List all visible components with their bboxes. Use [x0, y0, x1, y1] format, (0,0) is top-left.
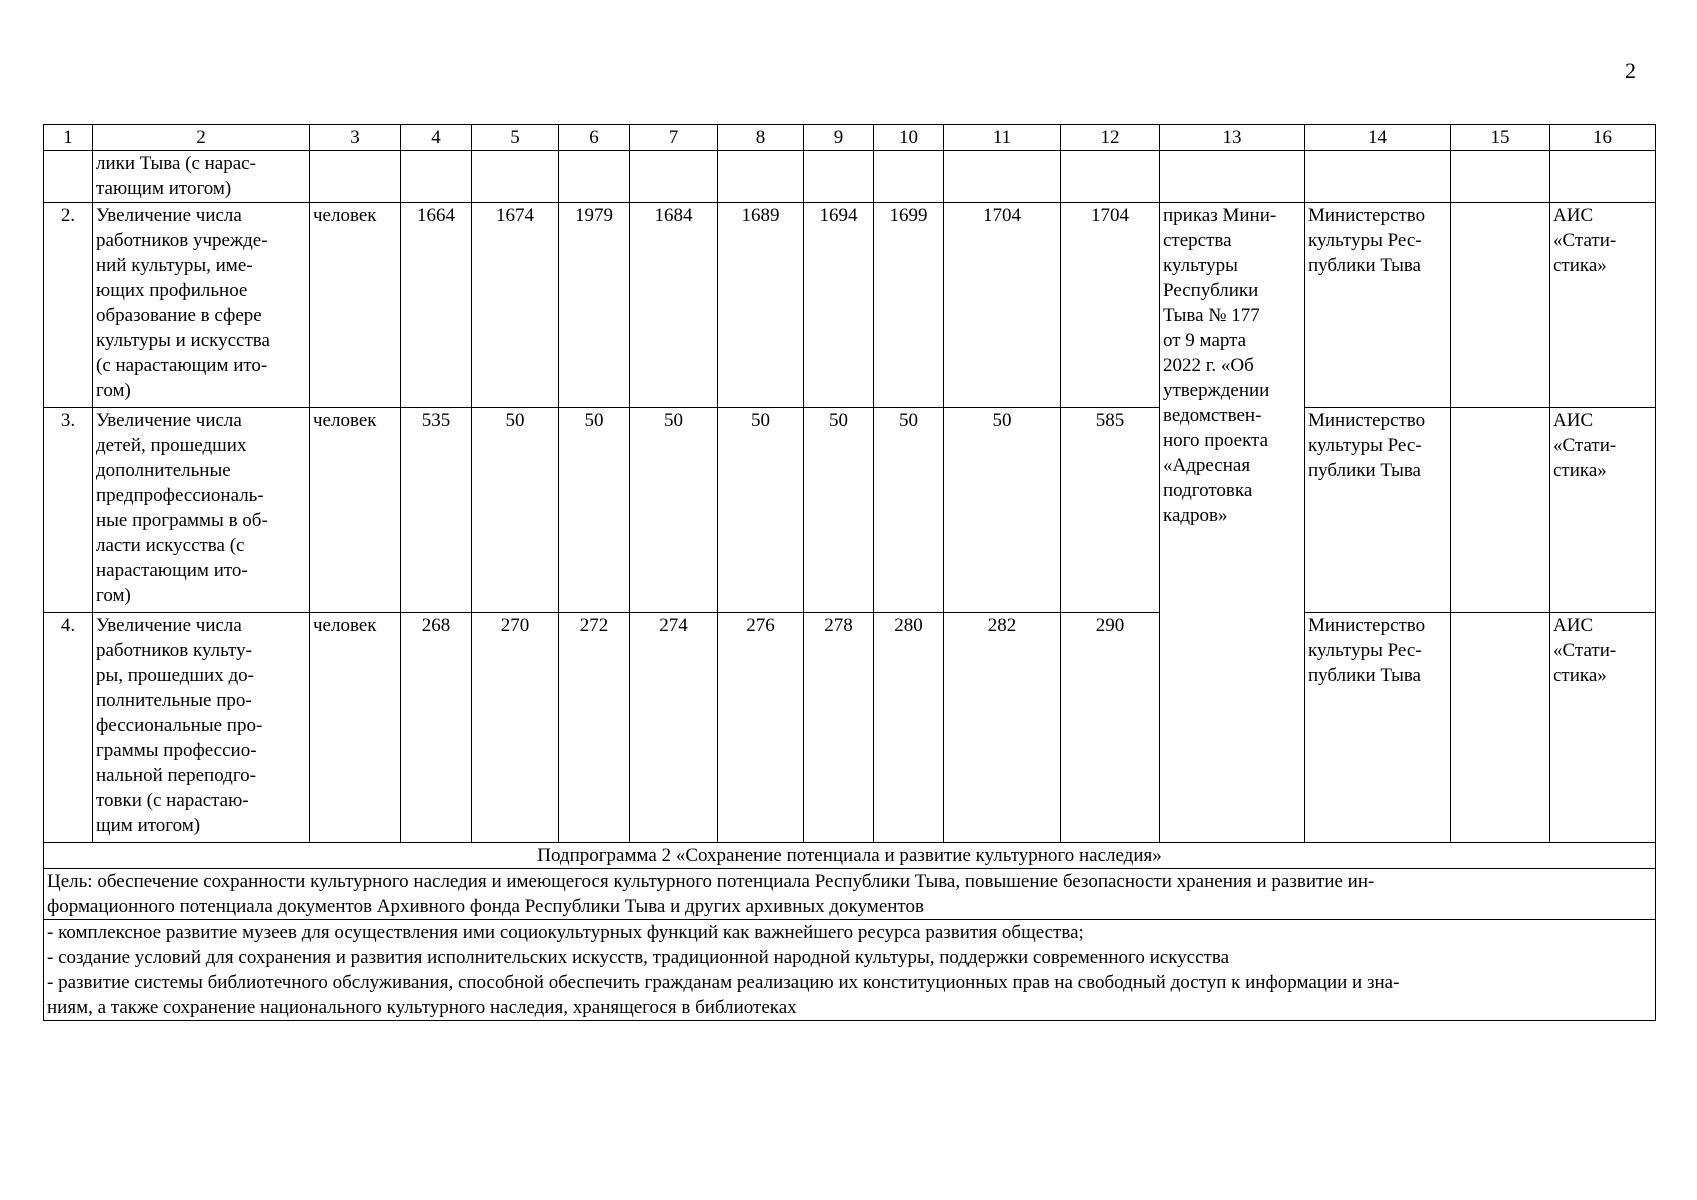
col-num-3: 3: [310, 125, 401, 151]
col-num-10: 10: [874, 125, 944, 151]
value-cell: 50: [630, 408, 718, 613]
goal-row: [44, 869, 1656, 920]
goal-text: Цель: обеспечение сохранности культурного наследия и имеющегося культурного потенциала Республики Тыва, повышение безопасности хранения и развитие ин- формационного потенциала документов Архивного фонда Республики Тыва и других архивных документов: [44, 869, 1656, 920]
continuation-row: [44, 151, 1656, 203]
value-cell: 50: [559, 408, 630, 613]
value-cell: 282: [944, 613, 1061, 843]
value-cell: 1979: [559, 203, 630, 408]
empty-cell: [1451, 203, 1550, 408]
value-cell: 1664: [401, 203, 472, 408]
indicator-name: Увеличение числа работников учрежде- ний культуры, име- ющих профильное образование в сфере культуры и искусства (с нарастающим ито- гом): [93, 203, 310, 408]
unit-cell: человек: [310, 613, 401, 843]
unit-cell: человек: [310, 203, 401, 408]
value-cell: 290: [1061, 613, 1160, 843]
col-num-13: 13: [1160, 125, 1305, 151]
value-cell: 274: [630, 613, 718, 843]
value-cell: 50: [718, 408, 804, 613]
value-cell: 276: [718, 613, 804, 843]
value-cell: 1699: [874, 203, 944, 408]
indicator-name: Увеличение числа работников культу- ры, прошедших до- полнительные про- фессиональные про- граммы профессио- нальной переподго- товки (с нарастаю- щим итогом): [93, 613, 310, 843]
col-num-1: 1: [44, 125, 93, 151]
value-cell: 278: [804, 613, 874, 843]
col-num-4: 4: [401, 125, 472, 151]
col-num-2: 2: [93, 125, 310, 151]
source-cell: АИС «Стати- стика»: [1550, 408, 1656, 613]
value-cell: 268: [401, 613, 472, 843]
value-cell: 270: [472, 613, 559, 843]
empty-cell: [1451, 408, 1550, 613]
empty-cell: [1451, 613, 1550, 843]
col-num-5: 5: [472, 125, 559, 151]
value-cell: 1704: [1061, 203, 1160, 408]
row-number: 3.: [44, 408, 93, 613]
col-num-7: 7: [630, 125, 718, 151]
value-cell: 1689: [718, 203, 804, 408]
value-cell: 50: [472, 408, 559, 613]
value-cell: 1674: [472, 203, 559, 408]
continuation-text: лики Тыва (с нарас- тающим итогом): [93, 151, 310, 203]
value-cell: 585: [1061, 408, 1160, 613]
table-row: [44, 613, 1656, 843]
value-cell: 272: [559, 613, 630, 843]
col-num-12: 12: [1061, 125, 1160, 151]
subprogram-row: [44, 843, 1656, 869]
indicator-name: Увеличение числа детей, прошедших дополнительные предпрофессиональ- ные программы в об- ласти искусства (с нарастающим ито- гом): [93, 408, 310, 613]
col-num-8: 8: [718, 125, 804, 151]
table-row: [44, 408, 1656, 613]
value-cell: 1694: [804, 203, 874, 408]
col-num-14: 14: [1305, 125, 1451, 151]
subprogram-title: Подпрограмма 2 «Сохранение потенциала и развитие культурного наследия»: [44, 843, 1656, 869]
responsible-cell: Министерство культуры Рес- публики Тыва: [1305, 203, 1451, 408]
source-cell: АИС «Стати- стика»: [1550, 613, 1656, 843]
col-num-6: 6: [559, 125, 630, 151]
col-num-9: 9: [804, 125, 874, 151]
table-row: [44, 203, 1656, 408]
responsible-cell: Министерство культуры Рес- публики Тыва: [1305, 408, 1451, 613]
unit-cell: человек: [310, 408, 401, 613]
col-num-16: 16: [1550, 125, 1656, 151]
indicators-table: [43, 124, 1656, 1021]
page-number: 2: [1625, 58, 1636, 83]
value-cell: 50: [804, 408, 874, 613]
tasks-row: [44, 920, 1656, 1021]
tasks-text: - комплексное развитие музеев для осуществления ими социокультурных функций как важнейшего ресурса развития общества; - создание условий для сохранения и развития исполнительских искусств, традиционной народной культуры, поддержки современного искусства - развитие системы библиотечного обслуживания, способной обеспечить гражданам реализацию их конституционных прав на свободный доступ к информации и зна- ниям, а также сохранение национального культурного наследия, хранящегося в библиотеках: [44, 920, 1656, 1021]
value-cell: 50: [944, 408, 1061, 613]
value-cell: 1684: [630, 203, 718, 408]
value-cell: 535: [401, 408, 472, 613]
column-number-row: [44, 125, 1656, 151]
row-number: 2.: [44, 203, 93, 408]
col-num-11: 11: [944, 125, 1061, 151]
responsible-cell: Министерство культуры Рес- публики Тыва: [1305, 613, 1451, 843]
value-cell: 50: [874, 408, 944, 613]
col-num-15: 15: [1451, 125, 1550, 151]
row-number: 4.: [44, 613, 93, 843]
value-cell: 280: [874, 613, 944, 843]
source-cell: АИС «Стати- стика»: [1550, 203, 1656, 408]
value-cell: 1704: [944, 203, 1061, 408]
basis-document-cell: приказ Мини- стерства культуры Республики Тыва № 177 от 9 марта 2022 г. «Об утверждении ведомствен- ного проекта «Адресная подготовка кадров»: [1160, 203, 1305, 843]
